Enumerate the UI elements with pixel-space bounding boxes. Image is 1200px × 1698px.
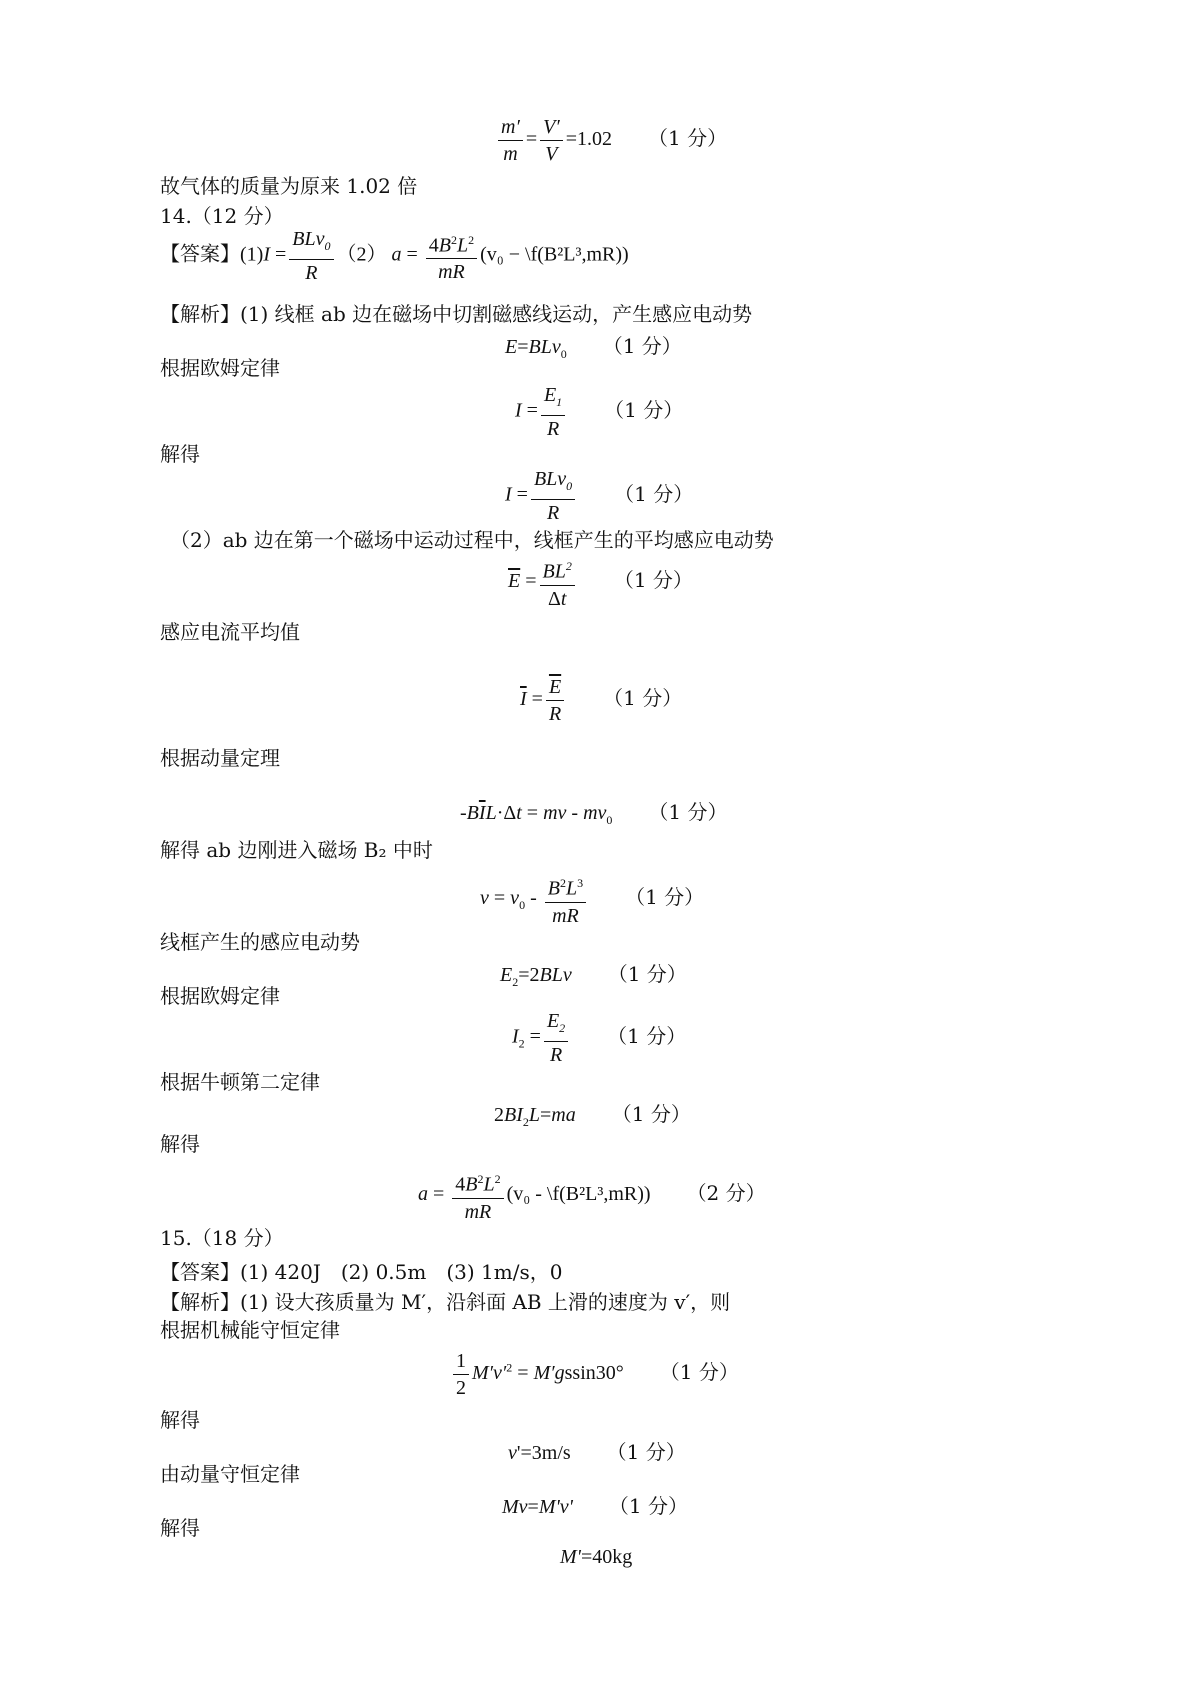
line-energy: 根据机械能守恒定律 [160,1318,340,1342]
problem-15-header: 15.（18 分） [160,1226,284,1250]
eq-mass: M'=40kg [560,1546,633,1568]
line-ohm-2: 根据欧姆定律 [160,984,280,1008]
eq-current-2: $I_2$ = $\frac{E_2}{R}$ （1 分） [512,1010,687,1066]
eq-vprime: v'=3m/s （1 分） [508,1440,686,1464]
eq-newton: $2BI_2L=ma$ （1 分） [494,1102,691,1129]
ratio-value: =1.02 [565,128,612,151]
line-avg-current: 感应电流平均值 [160,620,300,644]
eq-momentum: Mv=M'v' （1 分） [502,1494,689,1518]
line-solve-a: 解得 [160,1132,200,1156]
line-ohm-1: 根据欧姆定律 [160,356,280,380]
eq-mass-ratio: $\frac{m'}{m}$ = $\frac{V'}{V}$ =1.02 （1 分） [495,116,727,165]
line-solve-1: 解得 [160,442,200,466]
answer-15: 【答案】(1) 420J (2) 0.5m (3) 1m/s，0 [160,1260,563,1284]
eq-current-result: I = $\frac{BLv_0}{R}$ （1 分） [505,468,694,524]
answer-14: 【答案】(1)I = $\frac{BLv_0}{R}$ （2） a = $\frac{4B^2L^2}{mR}$ (v₀ − \f(B²L³,mR)) [160,228,629,284]
eq-avg-emf: $\overline{E}$ = $\frac{BL^2}{\Delta t}$ （1 分） [508,555,693,610]
line-momentum: 由动量守恒定律 [160,1462,300,1486]
eq-energy: $\frac{1}{2}$ $M'v'^2 = M'gssin30^\circ$ （1 分） [450,1350,739,1399]
eq-emf: E=BLv$_0$ （1 分） [505,334,682,361]
eq-momentum-theorem: $-B\overline{I}L\cdot\Delta t$ = mv - $mv_0$ （1 分） [460,800,728,827]
analysis-14-1: 【解析】(1) 线框 ab 边在磁场中切割磁感线运动，产生感应电动势 [160,302,753,326]
line-solve-2: 解得 [160,1408,200,1432]
line-mass-times: 故气体的质量为原来 1.02 倍 [160,174,418,198]
analysis-14-2: （2）ab 边在第一个磁场中运动过程中，线框产生的平均感应电动势 [170,528,774,552]
line-momentum-theorem: 根据动量定理 [160,746,280,770]
eq-velocity: $v = v_0$ - $\frac{B^2L^3}{mR}$ （1 分） [480,872,704,927]
eq-current-ohm: I = $\frac{E_1}{R}$ （1 分） [515,384,684,440]
eq-acceleration: a = $\frac{4B^2L^2}{mR}$ (v₀ - \f(B²L³,mR)) （2 分） [418,1168,766,1223]
line-newton: 根据牛顿第二定律 [160,1070,320,1094]
eq-emf-2: $E_2=2BLv$ （1 分） [500,962,687,989]
analysis-15-1: 【解析】(1) 设大孩质量为 M′，沿斜面 AB 上滑的速度为 v′，则 [160,1290,731,1314]
line-enter-b2: 解得 ab 边刚进入磁场 B₂ 中时 [160,838,433,862]
line-induced-emf: 线框产生的感应电动势 [160,930,360,954]
line-solve-3: 解得 [160,1516,200,1540]
problem-14-header: 14.（12 分） [160,204,284,228]
eq-avg-current: $\overline{I}$ = $\frac{\overline{E}}{R}$ （1 分） [520,676,683,725]
